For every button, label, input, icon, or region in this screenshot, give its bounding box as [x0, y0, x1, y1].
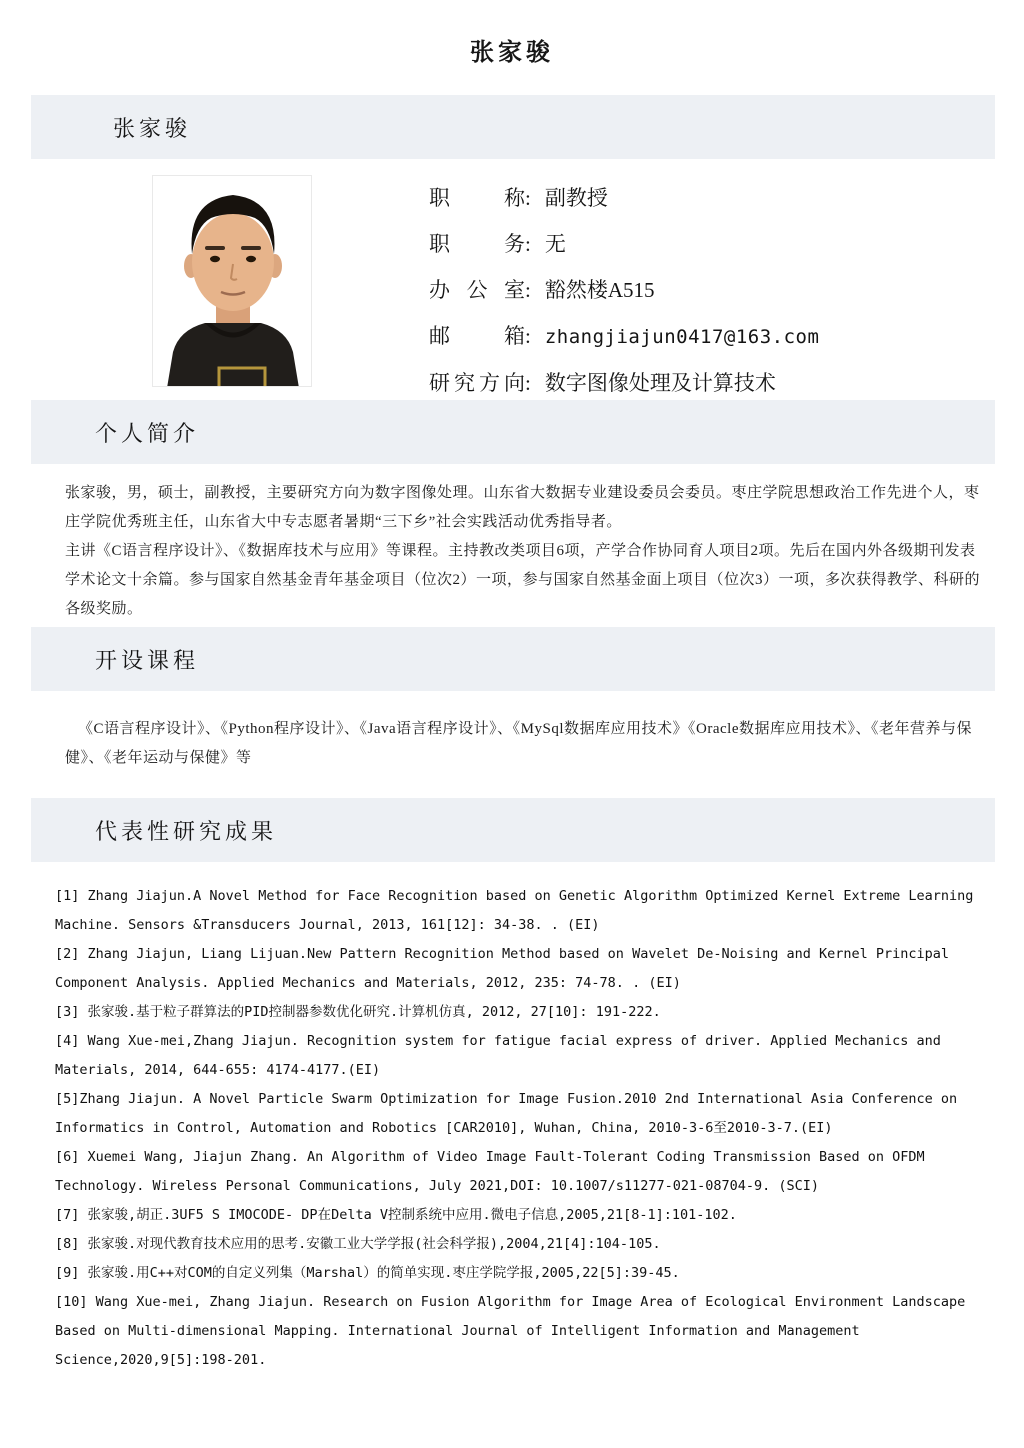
publication-item: [5]Zhang Jiajun. A Novel Particle Swarm Optimization for Image Fusion.2010 2nd International Asia Conference on Informatics in Control, Automation and Robotics [CAR2010], Wuhan, China, 2010-3-6至2010-3-7.(EI) — [55, 1091, 958, 1136]
field-value-office: 豁然楼A515 — [544, 278, 655, 302]
profile-photo — [152, 175, 312, 387]
field-colon: : — [525, 324, 531, 348]
section-heading-intro: 个人简介 — [95, 420, 200, 446]
field-label-position: 职务 — [429, 232, 525, 256]
publication-item: [4] Wang Xue-mei,Zhang Jiajun. Recognition system for fatigue facial express of driver. Applied Mechanics and Materials, 2014, 644-655: 4174-4177.(EI) — [55, 1033, 941, 1078]
publication-item: [8] 张家骏.对现代教育技术应用的思考.安徽工业大学学报(社会科学报),2004,21[4]:104-105. — [55, 1236, 661, 1252]
publication-item: [2] Zhang Jiajun, Liang Lijuan.New Pattern Recognition Method based on Wavelet De-Noising and Kernel Principal Component Analysis. Applied Mechanics and Materials, 2012, 235: 74-78. . (EI) — [55, 946, 950, 991]
field-row-email — [429, 313, 819, 360]
publication-item: [10] Wang Xue-mei, Zhang Jiajun. Research on Fusion Algorithm for Image Area of Ecological Environment Landscape Based on Multi-dimensional Mapping. International Journal of Intelligent Information and Management Science,2020,9[5]:198-201. — [55, 1294, 966, 1368]
page-title: 张家骏 — [470, 39, 554, 66]
intro-paragraph: 张家骏，男，硕士，副教授，主要研究方向为数字图像处理。山东省大数据专业建设委员会委员。枣庄学院思想政治工作先进个人，枣庄学院优秀班主任，山东省大中专志愿者暑期“三下乡”社会实践活动优秀指导者。 — [65, 485, 980, 530]
intro-paragraph: 主讲《C语言程序设计》、《数据库技术与应用》等课程。主持教改类项目6项，产学合作协同育人项目2项。先后在国内外各级期刊发表学术论文十余篇。参与国家自然基金青年基金项目（位次2）一项，参与国家自然基金面上项目（位次3）一项，多次获得教学、科研的各级奖励。 — [65, 543, 981, 617]
field-colon: : — [525, 278, 531, 302]
field-colon: : — [525, 232, 531, 256]
section-header-publications — [31, 798, 995, 862]
publication-item: [1] Zhang Jiajun.A Novel Method for Face Recognition based on Genetic Algorithm Optimized Kernel Extreme Learning Machine. Sensors &Transducers Journal, 2013, 161[12]: 34-38. . (EI) — [55, 888, 974, 933]
field-value-research: 数字图像处理及计算技术 — [544, 371, 776, 395]
field-label-research: 研究方向 — [429, 371, 525, 395]
profile-section — [0, 175, 1024, 400]
field-colon: : — [525, 371, 531, 395]
field-row-office — [429, 267, 819, 313]
name-banner-label: 张家骏 — [113, 115, 192, 141]
publication-item: [7] 张家骏,胡正.3UF5 S IMOCODE- DP在Delta V控制系统中应用.微电子信息,2005,21[8-1]:101-102. — [55, 1207, 737, 1223]
publication-item: [6] Xuemei Wang, Jiajun Zhang. An Algorithm of Video Image Fault-Tolerant Coding Transmission Based on OFDM Technology. Wireless Personal Communications, July 2021,DOI: 10.1007/s11277-021-08704-9. (SCI) — [55, 1149, 925, 1194]
field-value-position: 无 — [544, 232, 566, 256]
profile-info-list — [429, 175, 819, 406]
field-row-title — [429, 175, 819, 221]
section-heading-courses: 开设课程 — [95, 647, 200, 673]
publication-item: [9] 张家骏.用C++对COM的自定义列集（Marshal）的简单实现.枣庄学院学报,2005,22[5]:39-45. — [55, 1265, 680, 1281]
field-colon: : — [525, 186, 531, 210]
publication-item: [3] 张家骏.基于粒子群算法的PID控制器参数优化研究.计算机仿真, 2012, 27[10]: 191-222. — [55, 1004, 661, 1020]
courses-text: 《C语言程序设计》、《Python程序设计》、《Java语言程序设计》、《MySql数据库应用技术》《Oracle数据库应用技术》、《老年营养与保健》、《老年运动与保健》等 — [65, 721, 972, 766]
field-value-title: 副教授 — [544, 186, 608, 210]
field-label-office: 办公室 — [429, 278, 525, 302]
section-header-courses — [31, 627, 995, 691]
field-row-position — [429, 221, 819, 267]
name-banner — [31, 95, 995, 159]
publication-list — [55, 882, 984, 1375]
field-label-email: 邮箱 — [429, 324, 525, 348]
section-heading-publications: 代表性研究成果 — [95, 818, 278, 844]
field-row-research — [429, 360, 819, 406]
field-value-email: zhangjiajun0417@163.com — [544, 326, 820, 348]
field-label-title: 职称 — [429, 186, 525, 210]
intro-text — [65, 479, 990, 624]
portrait-photo-illustration — [153, 176, 312, 387]
section-header-intro — [31, 400, 995, 464]
